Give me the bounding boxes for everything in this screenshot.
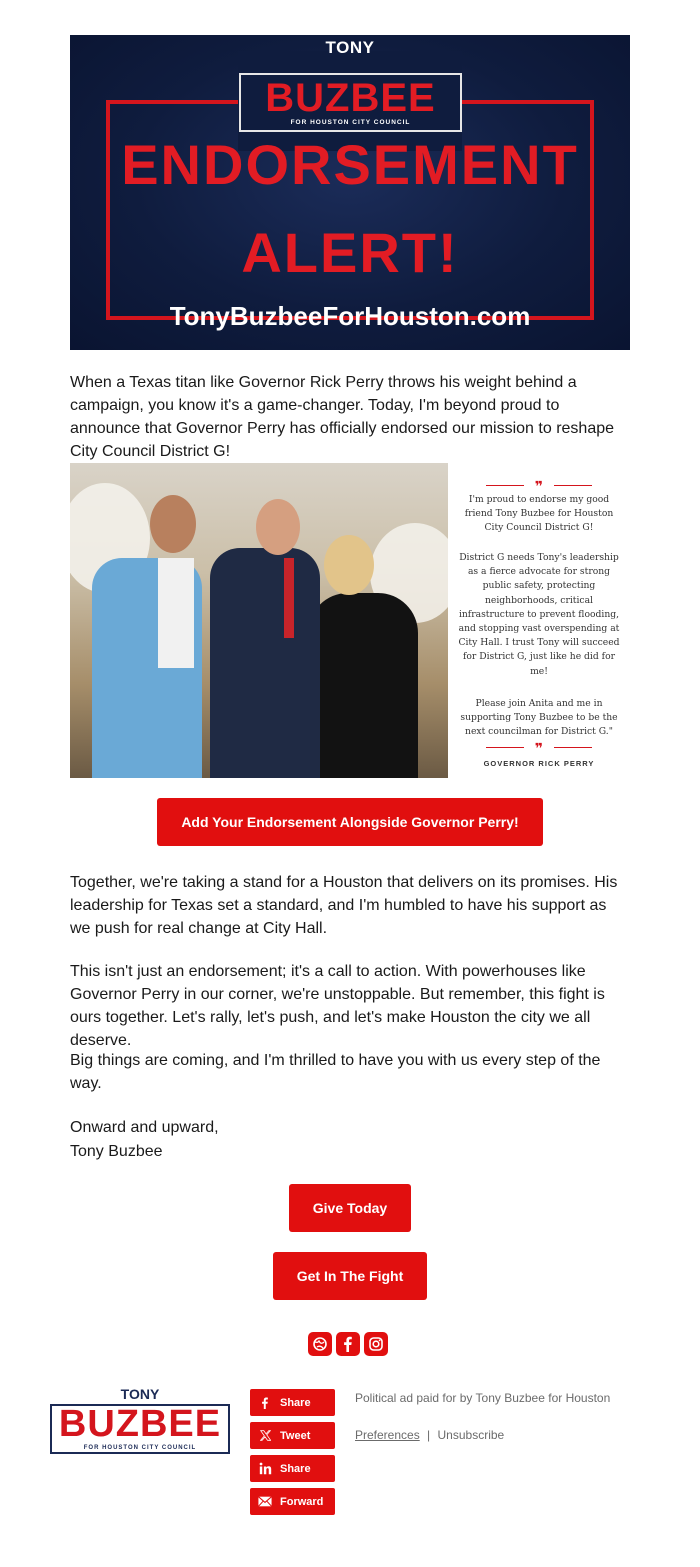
get-in-the-fight-button[interactable]: Get In The Fight (273, 1252, 427, 1300)
endorsement-banner-image (70, 35, 630, 350)
banner-tony: TONY (325, 38, 375, 57)
banner-website: TonyBuzbeeForHouston.com (169, 301, 531, 331)
banner-logo (239, 73, 462, 132)
quote-author: GOVERNOR RICK PERRY (483, 759, 595, 768)
quote-paragraph-2: District G needs Tony's leadership as a fierce advocate for strong public safety, protecting neighborhoods, critical infrastructure to prevent flooding, and stopping vast overspending at City Hall. I trust Tony will succeed for District G, just like he did for me! (458, 552, 620, 677)
intro-paragraph: When a Texas titan like Governor Rick Perry throws his weight behind a campaign, you know it's a game-changer. Today, I'm beyond proud to announce that Governor Perry has officially endorsed our mission to reshape City Council District G! (70, 374, 615, 460)
quote-paragraph-1: I'm proud to endorse my good friend Tony Buzbee for Houston City Council District G! (464, 494, 614, 534)
instagram-icon[interactable] (364, 1332, 388, 1356)
share-x-label: Tweet (280, 1429, 311, 1442)
paragraph-together: Together, we're taking a stand for a Houston that delivers on its promises. His leadership for Texas set a standard, and I'm humbled to have his support as we push for real change at City Hall. (70, 874, 618, 937)
add-endorsement-button[interactable]: Add Your Endorsement Alongside Governor Perry! (157, 798, 543, 846)
unsubscribe-link[interactable]: Unsubscribe (437, 1428, 505, 1442)
paragraph-call-to-action: This isn't just an endorsement; it's a call to action. With powerhouses like Governor Perry in our corner, we're unstoppable. But remember, this fight is ours together. Let's rally, let's push, and let's make Houston the city we all deserve. (70, 963, 605, 1049)
banner-council: FOR HOUSTON CITY COUNCIL (290, 119, 411, 126)
footer-logo (50, 1386, 230, 1456)
facebook-icon (250, 1397, 280, 1409)
x-icon (250, 1430, 280, 1441)
footer-logo-buzbee: BUZBEE (58, 1403, 222, 1445)
banner-buzbee: BUZBEE (265, 76, 436, 120)
footer-logo-council: FOR HOUSTON CITY COUNCIL (83, 1445, 197, 1451)
political-ad-disclaimer: Political ad paid for by Tony Buzbee for Houston (355, 1391, 611, 1405)
footer-links (355, 1428, 504, 1442)
paragraph-big-things: Big things are coming, and I'm thrilled to have you with us every step of the way. (70, 1052, 601, 1092)
banner-alert: ALERT! (241, 221, 459, 284)
endorsement-photo (70, 463, 448, 778)
quote-mark-icon: ❞ (534, 478, 544, 494)
preferences-link[interactable]: Preferences (355, 1428, 420, 1442)
share-facebook-button[interactable] (250, 1389, 335, 1416)
give-today-button[interactable]: Give Today (289, 1184, 411, 1232)
banner-endorsement: ENDORSEMENT (121, 133, 579, 196)
website-icon[interactable] (308, 1332, 332, 1356)
facebook-icon[interactable] (336, 1332, 360, 1356)
linkedin-icon (250, 1462, 280, 1475)
quote-paragraph-3: Please join Anita and me in supporting Tony Buzbee to be the next councilman for District G." (460, 698, 618, 738)
signature: Tony Buzbee (70, 1143, 163, 1160)
share-facebook-label: Share (280, 1396, 311, 1409)
link-separator: | (427, 1428, 431, 1442)
share-x-button[interactable] (250, 1422, 335, 1449)
envelope-icon (250, 1496, 280, 1507)
forward-button[interactable] (250, 1488, 335, 1515)
endorsement-quote (448, 463, 630, 778)
quote-mark-icon: ❞ (534, 740, 544, 756)
share-linkedin-label: Share (280, 1462, 311, 1475)
footer-logo-tony: TONY (120, 1386, 160, 1402)
share-linkedin-button[interactable] (250, 1455, 335, 1482)
forward-label: Forward (280, 1495, 324, 1508)
signoff: Onward and upward, (70, 1119, 219, 1136)
